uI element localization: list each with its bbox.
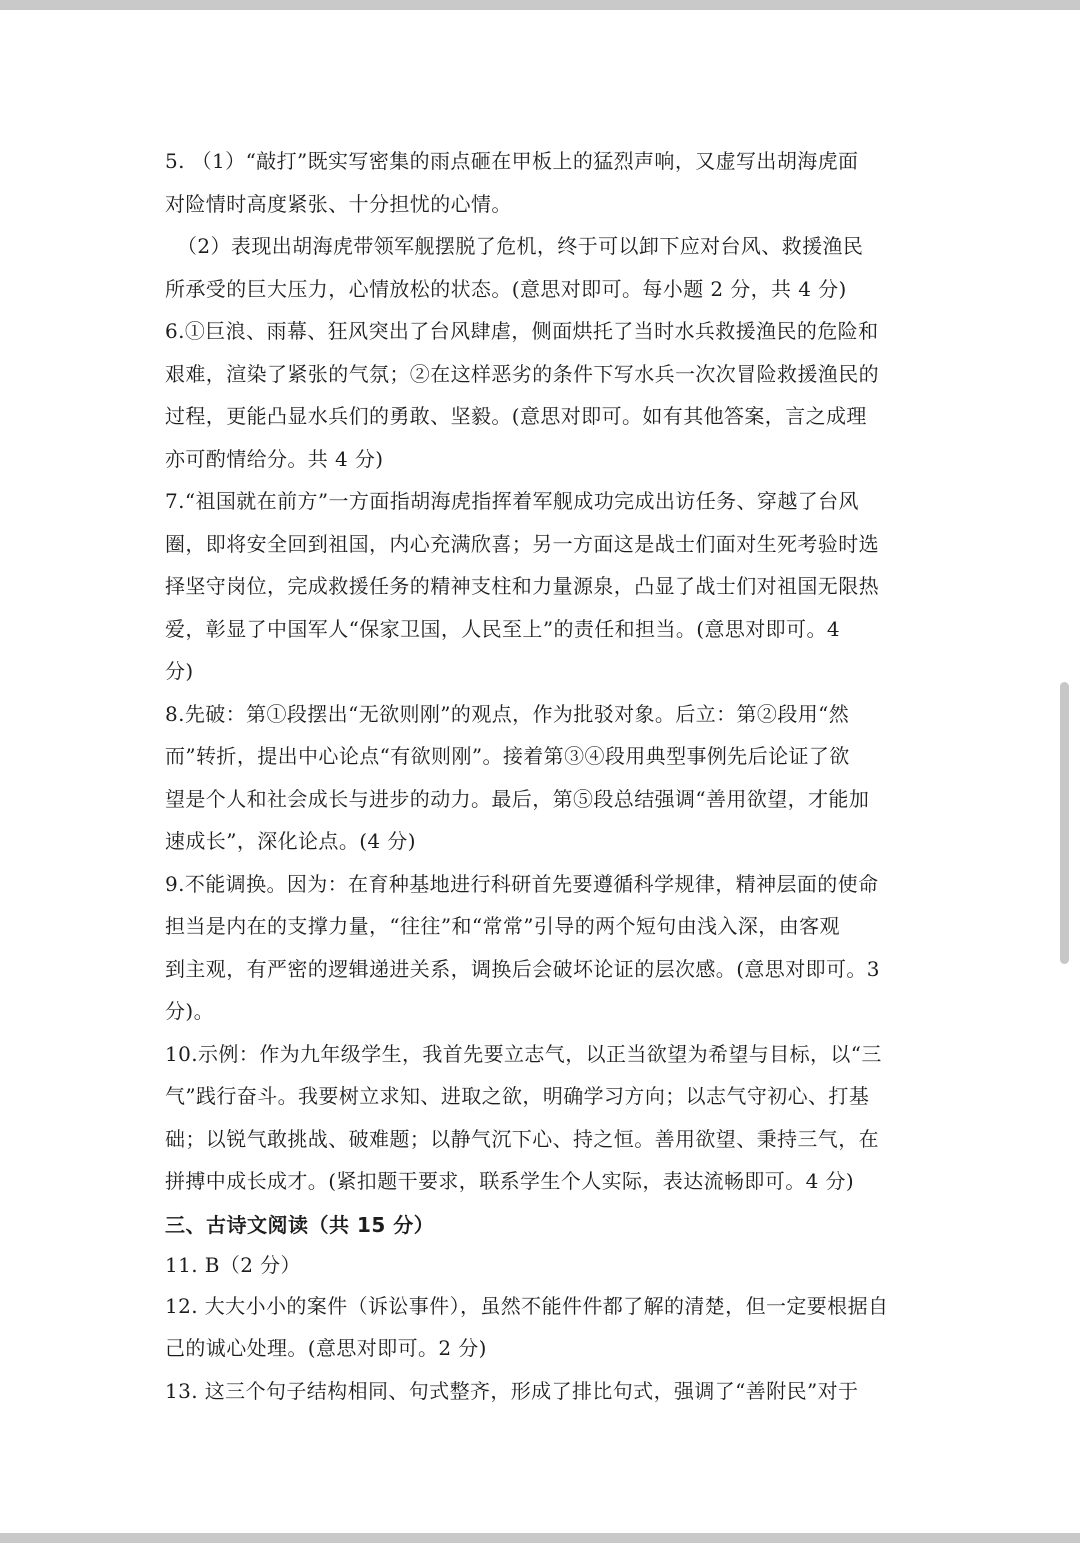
viewer-top-edge — [0, 0, 1080, 10]
answer-line: 5. （1）“敲打”既实写密集的雨点砸在甲板上的猛烈声响，又虚写出胡海虎面 — [165, 149, 859, 173]
answer-line: 分) — [165, 659, 194, 683]
answer-line: 过程，更能凸显水兵们的勇敢、坚毅。(意思对即可。如有其他答案，言之成理 — [165, 404, 867, 428]
answer-line: 6.①巨浪、雨幕、狂风突出了台风肆虐，侧面烘托了当时水兵救援渔民的危险和 — [165, 319, 879, 343]
answer-11 — [165, 1245, 920, 1285]
answer-line: 望是个人和社会成长与进步的动力。最后，第⑤段总结强调“善用欲望，才能加 — [165, 786, 870, 811]
viewer-bottom-edge — [0, 1533, 1080, 1543]
answer-line: 11. B（2 分） — [165, 1252, 301, 1277]
answer-6 — [165, 310, 920, 480]
answer-line: 9.不能调换。因为：在育种基地进行科研首先要遵循科学规律，精神层面的使命 — [165, 871, 879, 896]
answer-page — [165, 140, 920, 1412]
section-heading: 三、古诗文阅读（共 15 分） — [165, 1212, 435, 1237]
answer-line: 到主观，有严密的逻辑递进关系，调换后会破坏论证的层次感。(意思对即可。3 — [165, 956, 880, 981]
answer-line: 担当是内在的支撑力量，“往往”和“常常”引导的两个短句由浅入深，由客观 — [165, 914, 840, 938]
answer-line: 础；以锐气敢挑战、破难题；以静气沉下心、持之恒。善用欲望、秉持三气，在 — [165, 1126, 879, 1151]
answer-7 — [165, 480, 920, 693]
answer-line: 爱，彰显了中国军人“保家卫国，人民至上”的责任和担当。(意思对即可。4 — [165, 616, 840, 641]
answer-line: 对险情时高度紧张、十分担忧的心情。 — [165, 191, 512, 216]
answer-13 — [165, 1370, 920, 1413]
answer-line: 7.“祖国就在前方”一方面指胡海虎指挥着军舰成功完成出访任务、穿越了台风 — [165, 489, 859, 513]
answer-line: 圈，即将安全回到祖国，内心充满欣喜；另一方面这是战士们面对生死考验时选 — [165, 531, 879, 556]
answer-5 — [165, 140, 920, 310]
answer-line: 分)。 — [165, 999, 215, 1023]
answer-12 — [165, 1285, 920, 1370]
answer-line: 亦可酌情给分。共 4 分) — [165, 446, 384, 471]
answer-line: 拼搏中成长成才。(紧扣题干要求，联系学生个人实际，表达流畅即可。4 分) — [165, 1169, 855, 1193]
answer-line: 己的诚心处理。(意思对即可。2 分) — [165, 1336, 487, 1360]
answer-line: （2）表现出胡海虎带领军舰摆脱了危机，终于可以卸下应对台风、救援渔民 — [177, 234, 864, 258]
answer-line: 13. 这三个句子结构相同、句式整齐，形成了排比句式，强调了“善附民”对于 — [165, 1378, 859, 1403]
answer-line: 速成长”，深化论点。(4 分) — [165, 829, 416, 853]
answer-line: 艰难，渲染了紧张的气氛；②在这样恶劣的条件下写水兵一次次冒险救援渔民的 — [165, 361, 879, 386]
answer-line: 8.先破：第①段摆出“无欲则刚”的观点，作为批驳对象。后立：第②段用“然 — [165, 701, 850, 726]
answer-8 — [165, 693, 920, 863]
vertical-scrollbar[interactable] — [1060, 682, 1069, 964]
answer-line: 所承受的巨大压力，心情放松的状态。(意思对即可。每小题 2 分，共 4 分) — [165, 276, 847, 301]
answer-line: 气”践行奋斗。我要树立求知、进取之欲，明确学习方向；以志气守初心、打基 — [165, 1084, 870, 1108]
answer-10 — [165, 1033, 920, 1203]
answer-line: 12. 大大小小的案件（诉讼事件），虽然不能件件都了解的清楚，但一定要根据自 — [165, 1293, 889, 1318]
answer-line: 择坚守岗位，完成救援任务的精神支柱和力量源泉，凸显了战士们对祖国无限热 — [165, 574, 879, 598]
answer-line: 10.示例：作为九年级学生，我首先要立志气，以正当欲望为希望与目标，以“三 — [165, 1041, 882, 1066]
answer-9 — [165, 863, 920, 1033]
answer-line: 而”转折，提出中心论点“有欲则刚”。接着第③④段用典型事例先后论证了欲 — [165, 744, 850, 768]
